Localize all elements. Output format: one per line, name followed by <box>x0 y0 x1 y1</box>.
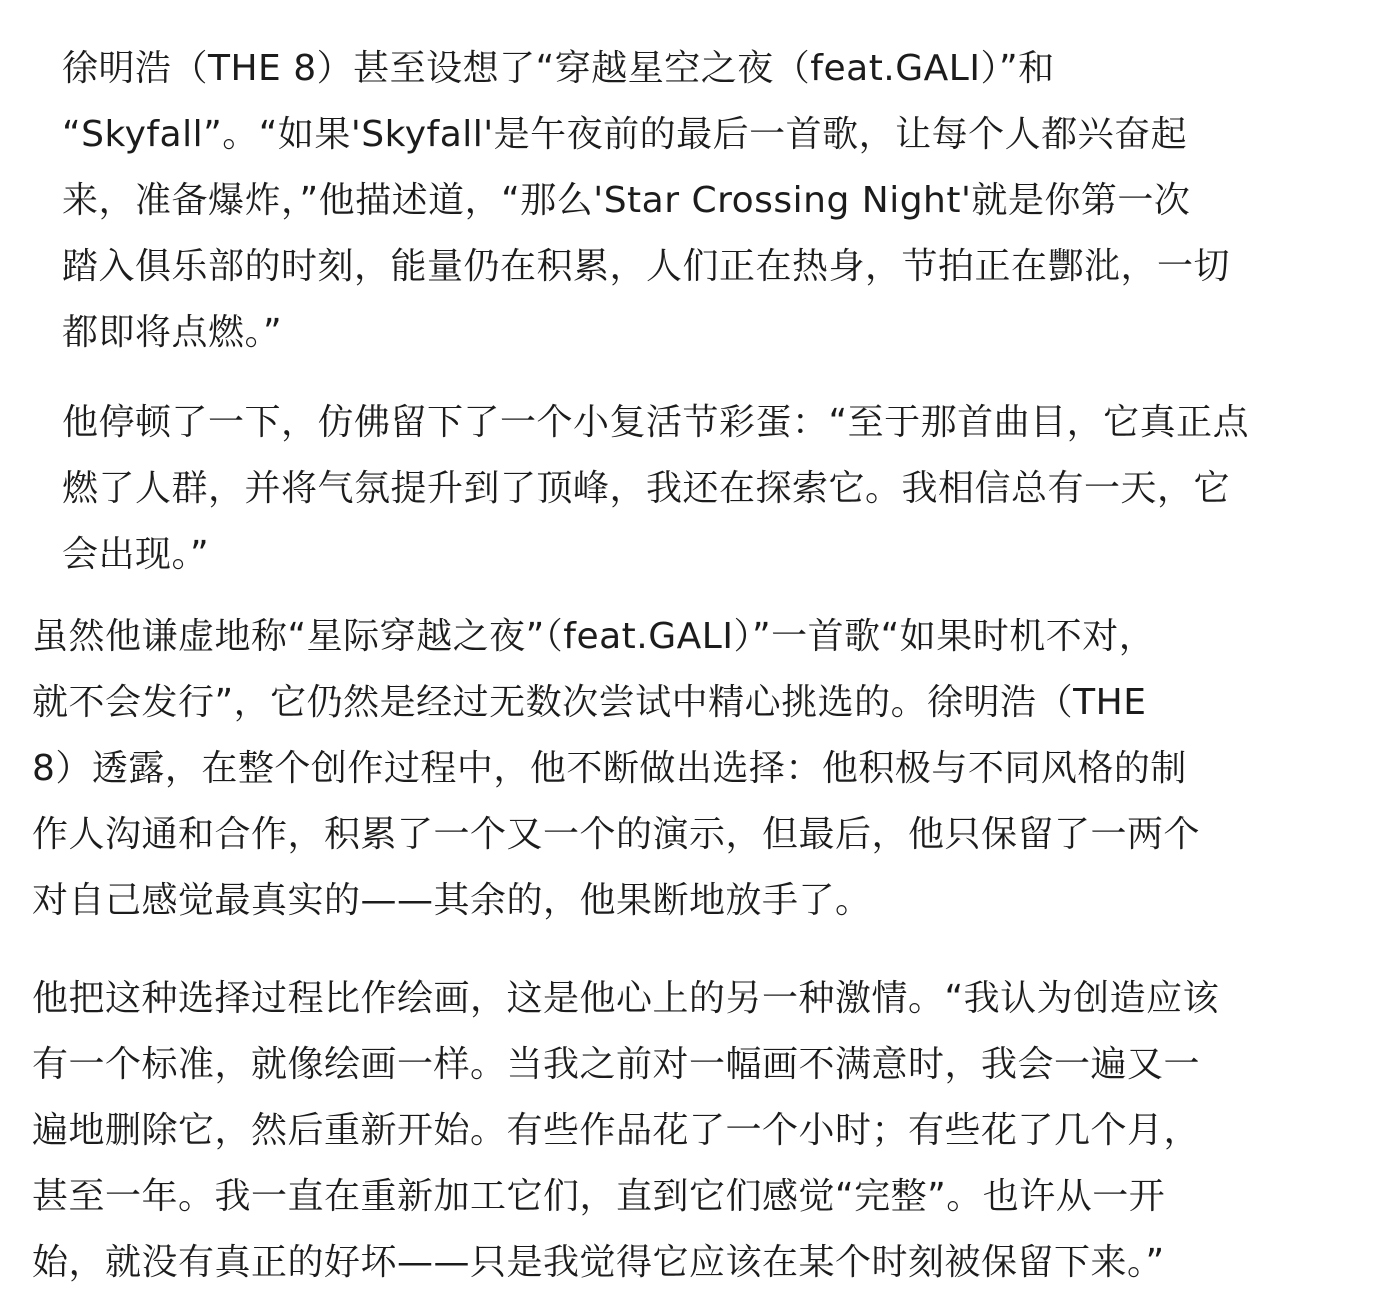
text-line: 会出现。” <box>62 534 210 575</box>
text-line: 都即将点燃。” <box>62 312 283 353</box>
text-line: 他停顿了一下，仿佛留下了一个小复活节彩蛋：“至于那首曲目，它真正点 <box>62 402 1250 443</box>
text-line: 作人沟通和合作，积累了一个又一个的演示，但最后，他只保留了一两个 <box>32 814 1201 855</box>
text-line: 对自己感觉最真实的——其余的，他果断地放手了。 <box>32 880 872 921</box>
text-line: 他把这种选择过程比作绘画，这是他心上的另一种激情。“我认为创造应该 <box>32 978 1220 1019</box>
text-line: 遍地删除它，然后重新开始。有些作品花了一个小时；有些花了几个月， <box>32 1110 1201 1151</box>
text-line: 始，就没有真正的好坏——只是我觉得它应该在某个时刻被保留下来。” <box>32 1242 1165 1283</box>
text-line: 8）透露，在整个创作过程中，他不断做出选择：他积极与不同风格的制 <box>32 748 1187 789</box>
text-line: 燃了人群，并将气氛提升到了顶峰，我还在探索它。我相信总有一天，它 <box>62 468 1231 509</box>
quote-paragraph-star-crossing-night <box>62 36 1230 366</box>
quote-paragraph-easter-egg <box>62 390 1249 588</box>
text-line: 甚至一年。我一直在重新加工它们，直到它们感觉“完整”。也许从一开 <box>32 1176 1166 1217</box>
text-line: 就不会发行”，它仍然是经过无数次尝试中精心挑选的。徐明浩（THE <box>32 682 1147 723</box>
text-line: 踏入俱乐部的时刻，能量仍在积累，人们正在热身，节拍正在酆沘，一切 <box>62 246 1231 287</box>
text-line: 有一个标准，就像绘画一样。当我之前对一幅画不满意时，我会一遍又一 <box>32 1044 1201 1085</box>
body-paragraph-painting <box>32 966 1219 1296</box>
body-paragraph-selection <box>32 604 1200 934</box>
text-line: 徐明浩（THE 8）甚至设想了“穿越星空之夜（feat.GALI）”和 <box>62 48 1055 89</box>
text-line: 虽然他谦虚地称“星际穿越之夜”（feat.GALI）”一首歌“如果时机不对， <box>32 616 1156 657</box>
text-line: 来，准备爆炸，”他描述道，“那么'Star Crossing Night'就是你第一次 <box>62 180 1191 221</box>
text-line: “Skyfall”。“如果'Skyfall'是午夜前的最后一首歌，让每个人都兴奋起 <box>62 114 1188 155</box>
